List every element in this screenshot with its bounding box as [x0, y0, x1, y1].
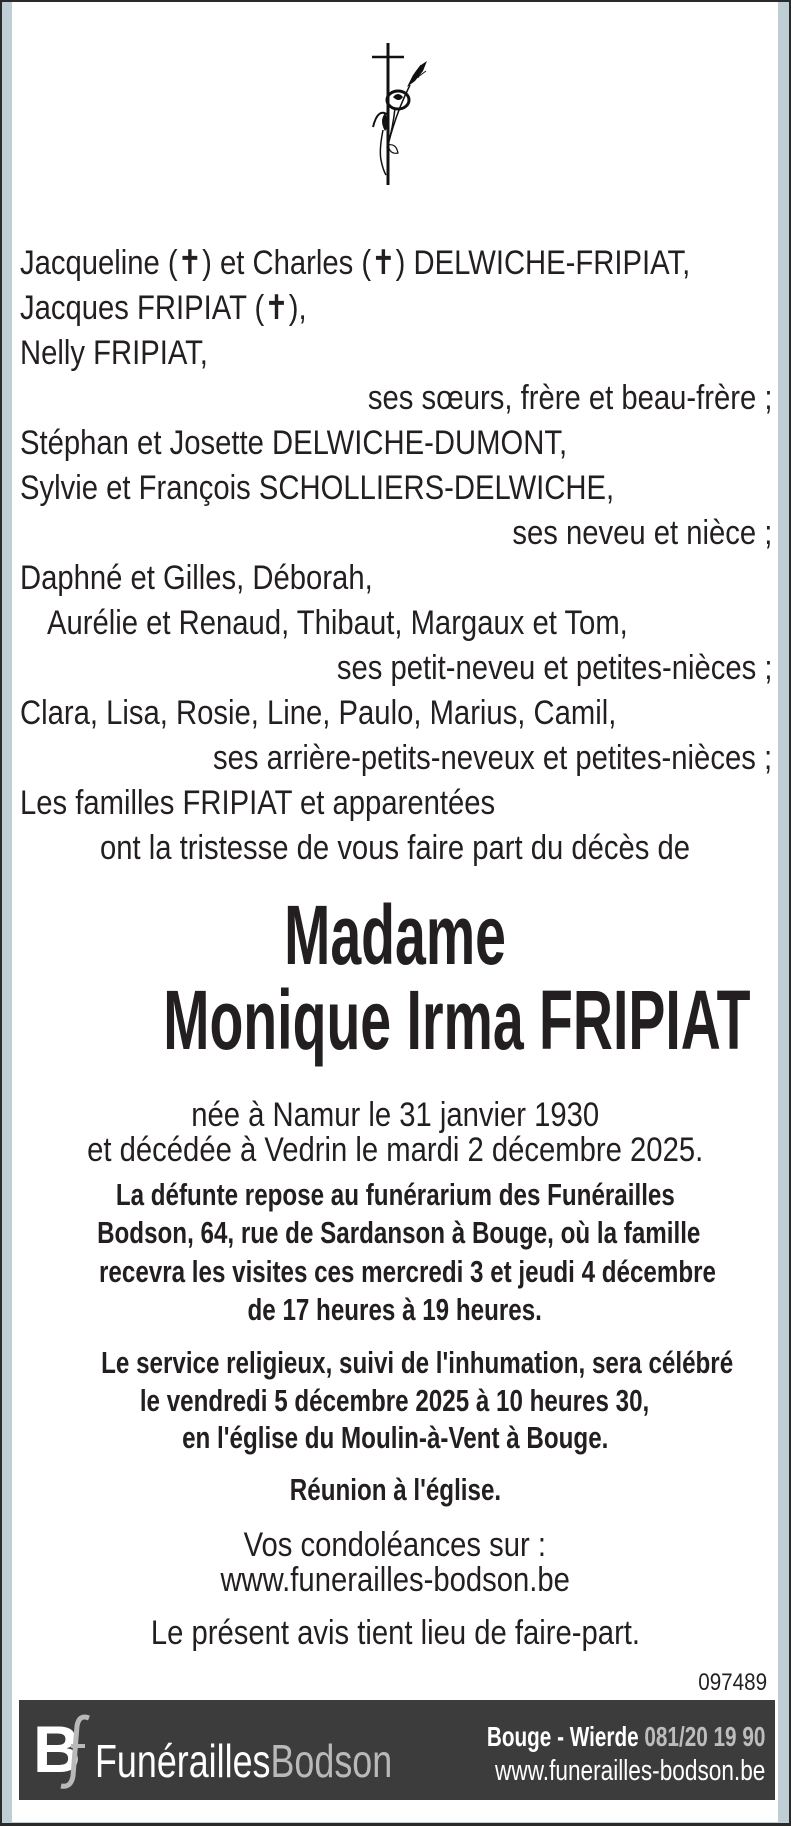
bodson-logo-icon — [33, 1712, 95, 1792]
visitation-line: Bodson, 64, rue de Sardanson à Bouge, où la famille — [97, 1215, 701, 1250]
family-line: Daphné et Gilles, Déborah, — [20, 559, 373, 597]
family-line: Aurélie et Renaud, Thibaut, Margaux et Tom, — [47, 604, 628, 642]
service-line: Le service religieux, suivi de l'inhumation, sera célébré — [101, 1345, 734, 1380]
meeting-line: Réunion à l'église. — [289, 1472, 501, 1507]
locations: Bouge - Wierde — [486, 1721, 639, 1752]
family-line: Jacques FRIPIAT (✝), — [20, 289, 307, 327]
family-line: Sylvie et François SCHOLLIERS-DELWICHE, — [20, 469, 615, 507]
visitation-line: La défunte repose au funérarium des Funérailles — [115, 1177, 675, 1212]
family-line: Nelly FRIPIAT, — [20, 334, 208, 372]
service-line: le vendredi 5 décembre 2025 à 10 heures 30, — [140, 1383, 650, 1418]
family-line: Les familles FRIPIAT et apparentées — [20, 784, 496, 822]
deceased-title: Madame — [284, 888, 506, 982]
notice-line: Le présent avis tient lieu de faire-part. — [150, 1614, 640, 1652]
visitation-line: de 17 heures à 19 heures. — [247, 1292, 543, 1327]
family-relation-line: ses neveu et nièce ; — [511, 514, 772, 552]
announcement-line: ont la tristesse de vous faire part du décès de — [99, 829, 691, 867]
svg-text:B: B — [33, 1712, 81, 1786]
death-line: et décédée à Vedrin le mardi 2 décembre 2025. — [86, 1131, 704, 1169]
condolences-label: Vos condoléances sur : — [243, 1526, 547, 1564]
brand-name: FunéraillesBodson — [95, 1735, 393, 1787]
funeral-home-banner — [19, 1700, 775, 1800]
visitation-line: recevra les visites ces mercredi 3 et jeudi 4 décembre — [99, 1254, 716, 1289]
family-relation-line: ses sœurs, frère et beau-frère ; — [367, 379, 772, 417]
website-link[interactable]: www.funerailles-bodson.be — [494, 1755, 765, 1787]
service-line: en l'église du Moulin-à-Vent à Bouge. — [181, 1420, 609, 1455]
deceased-name: Monique Irma FRIPIAT — [163, 973, 751, 1067]
birth-line: née à Namur le 31 janvier 1930 — [191, 1096, 599, 1134]
cross-with-rose-icon — [355, 35, 435, 195]
reference-number: 097489 — [698, 1669, 767, 1696]
family-relation-line: ses arrière-petits-neveux et petites-nièces ; — [212, 739, 772, 777]
family-line: Stéphan et Josette DELWICHE-DUMONT, — [20, 424, 568, 462]
contact-info — [389, 1720, 765, 1788]
family-relation-line: ses petit-neveu et petites-nièces ; — [336, 649, 772, 687]
condolences-link[interactable]: www.funerailles-bodson.be — [220, 1561, 570, 1599]
family-line: Jacqueline (✝) et Charles (✝) DELWICHE-FRIPIAT, — [20, 244, 691, 282]
phone-number[interactable]: 081/20 19 90 — [644, 1721, 765, 1752]
family-line: Clara, Lisa, Rosie, Line, Paulo, Marius, Camil, — [20, 694, 617, 732]
